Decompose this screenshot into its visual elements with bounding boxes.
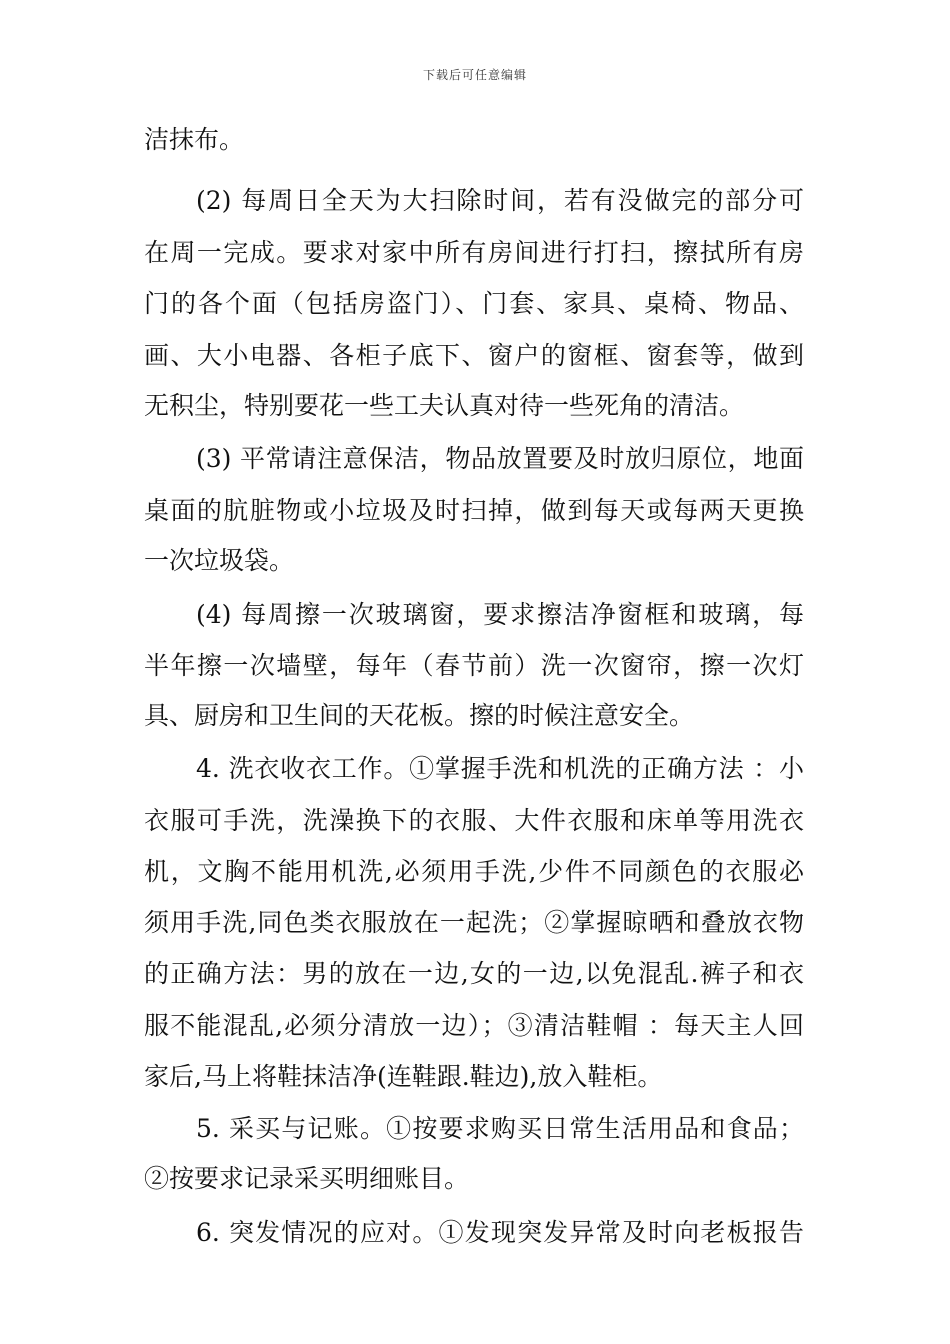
text-line: 家后,马上将鞋抹洁净(连鞋跟.鞋边),放入鞋柜。 [144, 1062, 663, 1091]
text-line: 半年擦一次墙壁，每年（春节前）洗一次窗帘，擦一次灯 [144, 651, 804, 680]
text-line: (2) 每周日全天为大扫除时间，若有没做完的部分可 [196, 186, 804, 215]
page-header-note: 下载后可任意编辑 [422, 68, 527, 82]
text-line: 桌面的肮脏物或小垃圾及时扫掉，做到每天或每两天更换 [144, 496, 804, 525]
text-line: 机，文胸不能用机洗,必须用手洗,少件不同颜色的衣服必 [144, 857, 804, 886]
text-line: 在周一完成。要求对家中所有房间进行打扫，擦拭所有房 [144, 238, 804, 267]
text-line: 服不能混乱,必须分清放一边）；③清洁鞋帽 ：每天主人回 [144, 1011, 804, 1040]
text-line: (4) 每周擦一次玻璃窗，要求擦洁净窗框和玻璃，每 [196, 600, 804, 629]
text-line: 6. 突发情况的应对。①发现突发异常及时向老板报告 [196, 1218, 804, 1247]
text-line: 一次垃圾袋。 [144, 546, 295, 575]
text-line: 4. 洗衣收衣工作。①掌握手洗和机洗的正确方法 ：小 [196, 754, 804, 783]
text-line: 画、大小电器、各柜子底下、窗户的窗框、窗套等，做到 [144, 341, 804, 370]
text-line: 5. 采买与记账。①按要求购买日常生活用品和食品； [196, 1114, 804, 1143]
text-line: 门的各个面（包括房盗门）、门套、家具、桌椅、物品、 [144, 289, 804, 318]
text-line: 洁抹布。 [144, 125, 245, 154]
text-line: 的正确方法：男的放在一边,女的一边,以免混乱.裤子和衣 [144, 959, 804, 988]
text-line: 无积尘，特别要花一些工夫认真对待一些死角的清洁。 [144, 391, 745, 420]
text-line: 衣服可手洗，洗澡换下的衣服、大件衣服和床单等用洗衣 [144, 806, 804, 835]
text-line: 须用手洗,同色类衣服放在一起洗；②掌握晾晒和叠放衣物 [144, 908, 804, 937]
text-line: (3) 平常请注意保洁，物品放置要及时放归原位，地面 [196, 444, 804, 473]
text-line: 具、厨房和卫生间的天花板。擦的时候注意安全。 [144, 701, 695, 730]
text-line: ②按要求记录采买明细账目。 [144, 1164, 470, 1193]
